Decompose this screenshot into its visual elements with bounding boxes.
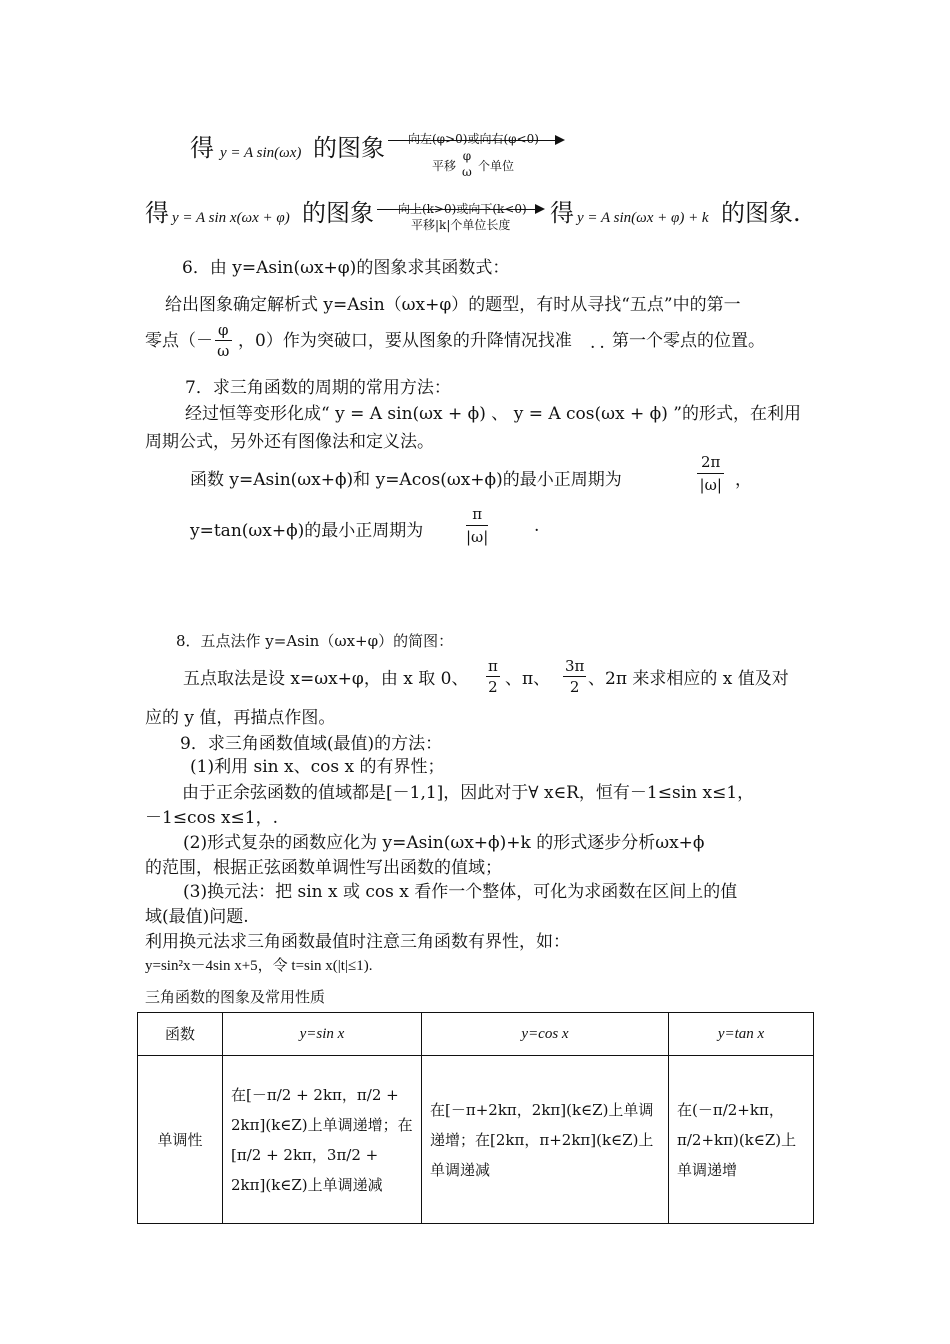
- sec6-dots: ..: [590, 333, 609, 353]
- step1-tuxiang: 的图象: [313, 134, 385, 162]
- sec6-heading: 6．由 y=Asin(ωx+φ)的图象求其函数式：: [182, 258, 510, 278]
- step2-de2: 得: [550, 199, 574, 227]
- sec8-line1-post: 、2π 来求相应的 x 值及对: [588, 669, 789, 689]
- sec8-line2: 应的 y 值，再描点作图。: [145, 708, 336, 728]
- sec8-frac1: π 2: [488, 657, 498, 696]
- step1-de: 得: [190, 134, 214, 162]
- sec7-line1: 经过恒等变形化成“ y = A sin(ωx + ϕ) 、 y = A cos(ωx + ϕ) ”的形式，在利用: [185, 404, 801, 424]
- header-function: 函数: [138, 1013, 223, 1056]
- sec8-mid1: 、π、: [505, 669, 551, 689]
- sec6-line2-pre: 零点（－: [145, 331, 213, 351]
- sec9-item2a: (2)形式复杂的函数应化为 y=Asin(ωx+ϕ)+k 的形式逐步分析ωx+ϕ: [183, 833, 705, 853]
- cell-sin-monotonicity: 在[－π/2 + 2kπ，π/2 + 2kπ](k∈Z)上单调递增；在[π/2 + 2kπ，3π/2 + 2kπ](k∈Z)上单调递减: [223, 1056, 422, 1224]
- sec7-line3-post: ，: [735, 470, 752, 490]
- sec7-heading: 7．求三角函数的周期的常用方法：: [185, 378, 451, 398]
- sec8-heading: 8．五点法作 y=Asin（ωx+φ）的简图：: [176, 632, 454, 650]
- sec8-line1-pre: 五点取法是设 x=ωx+φ，由 x 取 0、: [183, 669, 469, 689]
- sec6-line2-post: ，0）作为突破口，要从图象的升降情况找准: [238, 331, 572, 351]
- step2-formula2: y = A sin(ωx + φ) + k: [577, 210, 709, 226]
- sec6-line2-end: 第一个零点的位置。: [612, 331, 765, 351]
- step2-arrow-top: 向上(k>0)或向下(k<0): [398, 202, 527, 216]
- sec7-line3-pre: 函数 y=Asin(ωx+ϕ)和 y=Acos(ωx+ϕ)的最小正周期为: [190, 470, 622, 490]
- step2-de: 得: [145, 199, 169, 227]
- header-tan: y=tan x: [669, 1013, 814, 1056]
- step2-tuxiang2: 的图象.: [721, 199, 801, 227]
- sec7-line4-post: .: [534, 516, 540, 536]
- step2-arrow-bottom: 平移|k|个单位长度: [411, 218, 511, 232]
- header-cos: y=cos x: [422, 1013, 669, 1056]
- table-caption: 三角函数的图象及常用性质: [145, 988, 326, 1006]
- table-row: [138, 1056, 814, 1224]
- sec7-line2: 周期公式，另外还有图像法和定义法。: [145, 432, 434, 452]
- sec9-note2: y=sin²x－4sin x+5，令 t=sin x(|t|≤1).: [145, 958, 373, 974]
- step1-arrow-frac: φ ω: [462, 149, 472, 179]
- properties-table: [137, 1012, 814, 1224]
- step1-arrow-bottom-pre: 平移: [432, 159, 457, 173]
- sec9-item2b: 的范围，根据正弦函数单调性写出函数的值域；: [145, 858, 502, 878]
- table-header-row: [138, 1013, 814, 1056]
- sec7-line4-pre: y=tan(ωx+ϕ)的最小正周期为: [190, 521, 424, 541]
- sec7-line4-frac: π |ω|: [466, 505, 489, 546]
- row-label-monotonicity: 单调性: [138, 1056, 223, 1224]
- sec9-item1a: 由于正余弦函数的值域都是[－1,1]，因此对于∀ x∈R，恒有－1≤sin x≤1，: [182, 783, 755, 803]
- step1-arrow-top: 向左(φ>0)或向右(φ<0): [408, 132, 539, 146]
- step1-formula: y = A sin(ωx): [220, 145, 302, 161]
- cell-cos-monotonicity: 在[－π+2kπ，2kπ](k∈Z)上单调递增；在[2kπ，π+2kπ](k∈Z)上单调递减: [422, 1056, 669, 1224]
- sec6-line1: 给出图象确定解析式 y=Asin（ωx+φ）的题型，有时从寻找“五点”中的第一: [165, 295, 741, 315]
- step1-arrow-bottom-post: 个单位: [478, 159, 515, 173]
- sec9-item1: (1)利用 sin x、cos x 的有界性；: [190, 757, 445, 777]
- sec9-heading: 9．求三角函数值域(最值)的方法：: [180, 734, 443, 754]
- header-sin: y=sin x: [223, 1013, 422, 1056]
- sec9-item3a: (3)换元法：把 sin x 或 cos x 看作一个整体，可化为求函数在区间上的值: [183, 882, 738, 902]
- sec8-frac2: 3π 2: [565, 657, 585, 696]
- step2-formula: y = A sin x(ωx + φ): [172, 210, 290, 226]
- cell-tan-monotonicity: 在(－π/2+kπ，π/2+kπ)(k∈Z)上单调递增: [669, 1056, 814, 1224]
- sec9-note1: 利用换元法求三角函数最值时注意三角函数有界性，如：: [145, 932, 570, 952]
- step2-tuxiang: 的图象: [302, 199, 374, 227]
- sec9-item3b: 域(最值)问题.: [145, 907, 249, 927]
- sec9-item1b: －1≤cos x≤1，.: [145, 808, 278, 828]
- sec7-line3-frac: 2π |ω|: [697, 451, 724, 496]
- sec6-frac: φ ω: [215, 320, 232, 361]
